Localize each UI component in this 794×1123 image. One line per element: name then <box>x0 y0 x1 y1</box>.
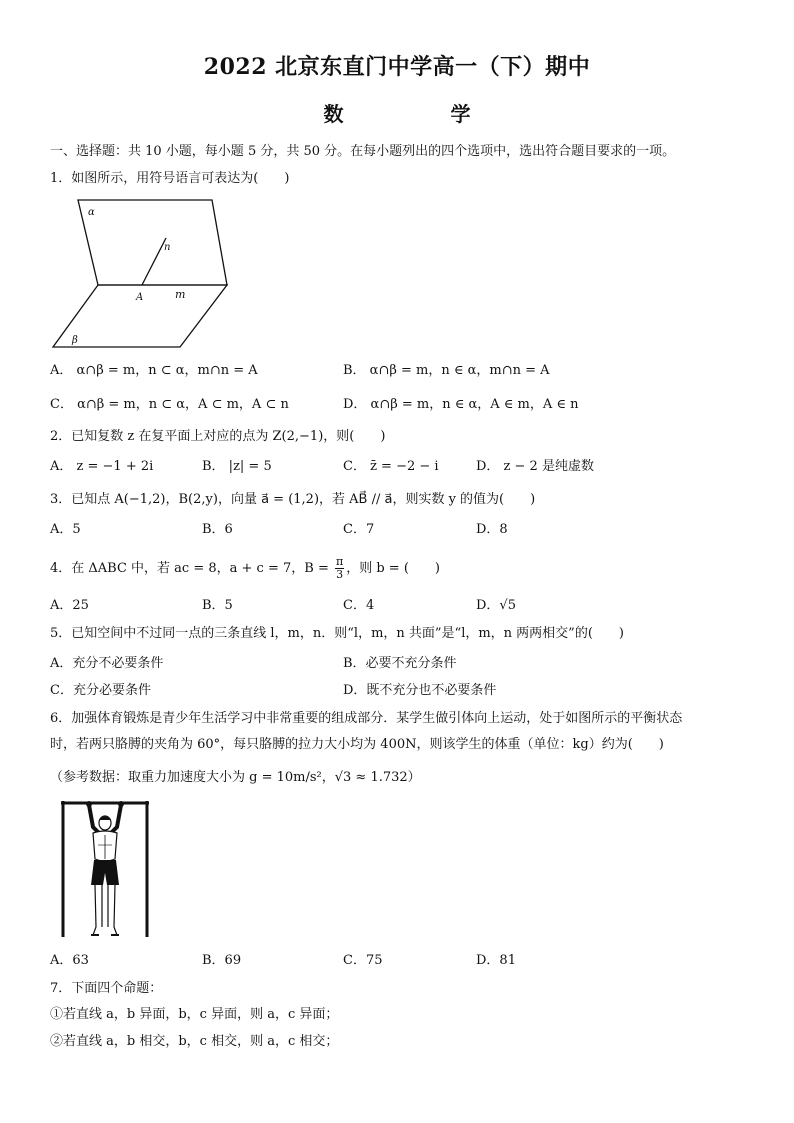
planes-figure <box>50 195 230 355</box>
q3-option-d: D．8 <box>476 522 508 537</box>
q1-option-b: B． α∩β = m，n ∈ α，m∩n = A <box>343 363 550 378</box>
question-6-stem-2: 时，若两只胳膊的夹角为 60°，每只胳膊的拉力大小均为 400N，则该学生的体重（单位：kg）约为( ) <box>50 737 664 752</box>
q1-option-a: A． α∩β = m，n ⊂ α，m∩n = A <box>50 363 258 378</box>
q4-stem-post: ，则 b = ( ) <box>346 561 440 576</box>
question-6-stem-1: 6．加强体育锻炼是青少年生活学习中非常重要的组成部分．某学生做引体向上运动，处于如图所示的平衡状态 <box>50 711 683 726</box>
q2-option-a: A． z = −1 + 2i <box>50 459 154 474</box>
q1-option-c: C． α∩β = m，n ⊂ α，A ⊂ m，A ⊂ n <box>50 397 289 412</box>
q6-option-c: C．75 <box>343 953 383 968</box>
label-n: n <box>164 242 171 253</box>
question-1-stem: 1．如图所示，用符号语言可表达为( ) <box>50 171 290 186</box>
q5-option-c: C．充分必要条件 <box>50 683 151 698</box>
question-7-stem: 7．下面四个命题： <box>50 981 163 996</box>
q4-stem-pre: 4．在 ΔABC 中，若 ac = 8，a + c = 7，B = <box>50 561 333 576</box>
section-heading: 一、选择题：共 10 小题，每小题 5 分，共 50 分。在每小题列出的四个选项中，选出符合题目要求的一项。 <box>50 144 676 159</box>
label-beta: β <box>72 335 78 346</box>
q4-option-a: A．25 <box>50 598 89 613</box>
question-7-proposition-2: ②若直线 a，b 相交，b，c 相交，则 a，c 相交； <box>50 1034 339 1049</box>
q4-fraction <box>335 556 344 581</box>
q2-option-c: C． z̄ = −2 − i <box>343 459 439 474</box>
question-4-stem <box>50 556 440 581</box>
q4-frac-num: π <box>335 555 344 568</box>
subject-title: 数 学 <box>323 102 521 126</box>
q6-option-d: D．81 <box>476 953 516 968</box>
question-3-stem: 3．已知点 A(−1,2)，B(2,y)，向量 a⃗ = (1,2)，若 AB⃗ // a⃗，则实数 y 的值为( ) <box>50 492 536 507</box>
q1-option-d: D． α∩β = m，n ∈ α，A ∈ m，A ∈ n <box>343 397 579 412</box>
q5-option-a: A．充分不必要条件 <box>50 656 164 671</box>
q6-option-a: A．63 <box>50 953 89 968</box>
q4-option-d: D．√5 <box>476 598 516 613</box>
q5-option-d: D．既不充分也不必要条件 <box>343 683 497 698</box>
q6-option-b: B．69 <box>202 953 242 968</box>
page-title: 2022 北京东直门中学高一（下）期中 <box>203 54 591 80</box>
question-7-proposition-1: ①若直线 a，b 异面，b，c 异面，则 a，c 异面； <box>50 1007 339 1022</box>
q2-option-d: D． z − 2 是纯虚数 <box>476 459 594 474</box>
q2-option-b: B． |z| = 5 <box>202 459 272 474</box>
q4-option-c: C．4 <box>343 598 375 613</box>
q5-option-b: B．必要不充分条件 <box>343 656 457 671</box>
label-alpha: α <box>88 207 95 218</box>
question-5-stem: 5．已知空间中不过同一点的三条直线 l，m，n．则“l，m，n 共面”是“l，m，n 两两相交”的( ) <box>50 626 624 641</box>
question-6-note: （参考数据：取重力加速度大小为 g = 10m/s²，√3 ≈ 1.732） <box>50 770 421 785</box>
question-2-stem: 2．已知复数 z 在复平面上对应的点为 Z(2,−1)，则( ) <box>50 429 386 444</box>
q4-frac-den: 3 <box>336 568 344 581</box>
q3-option-a: A．5 <box>50 522 81 537</box>
q3-option-c: C．7 <box>343 522 375 537</box>
pullup-figure <box>55 797 155 942</box>
label-m: m <box>175 288 186 301</box>
label-A: A <box>136 292 144 303</box>
q4-option-b: B．5 <box>202 598 233 613</box>
q3-option-b: B．6 <box>202 522 233 537</box>
